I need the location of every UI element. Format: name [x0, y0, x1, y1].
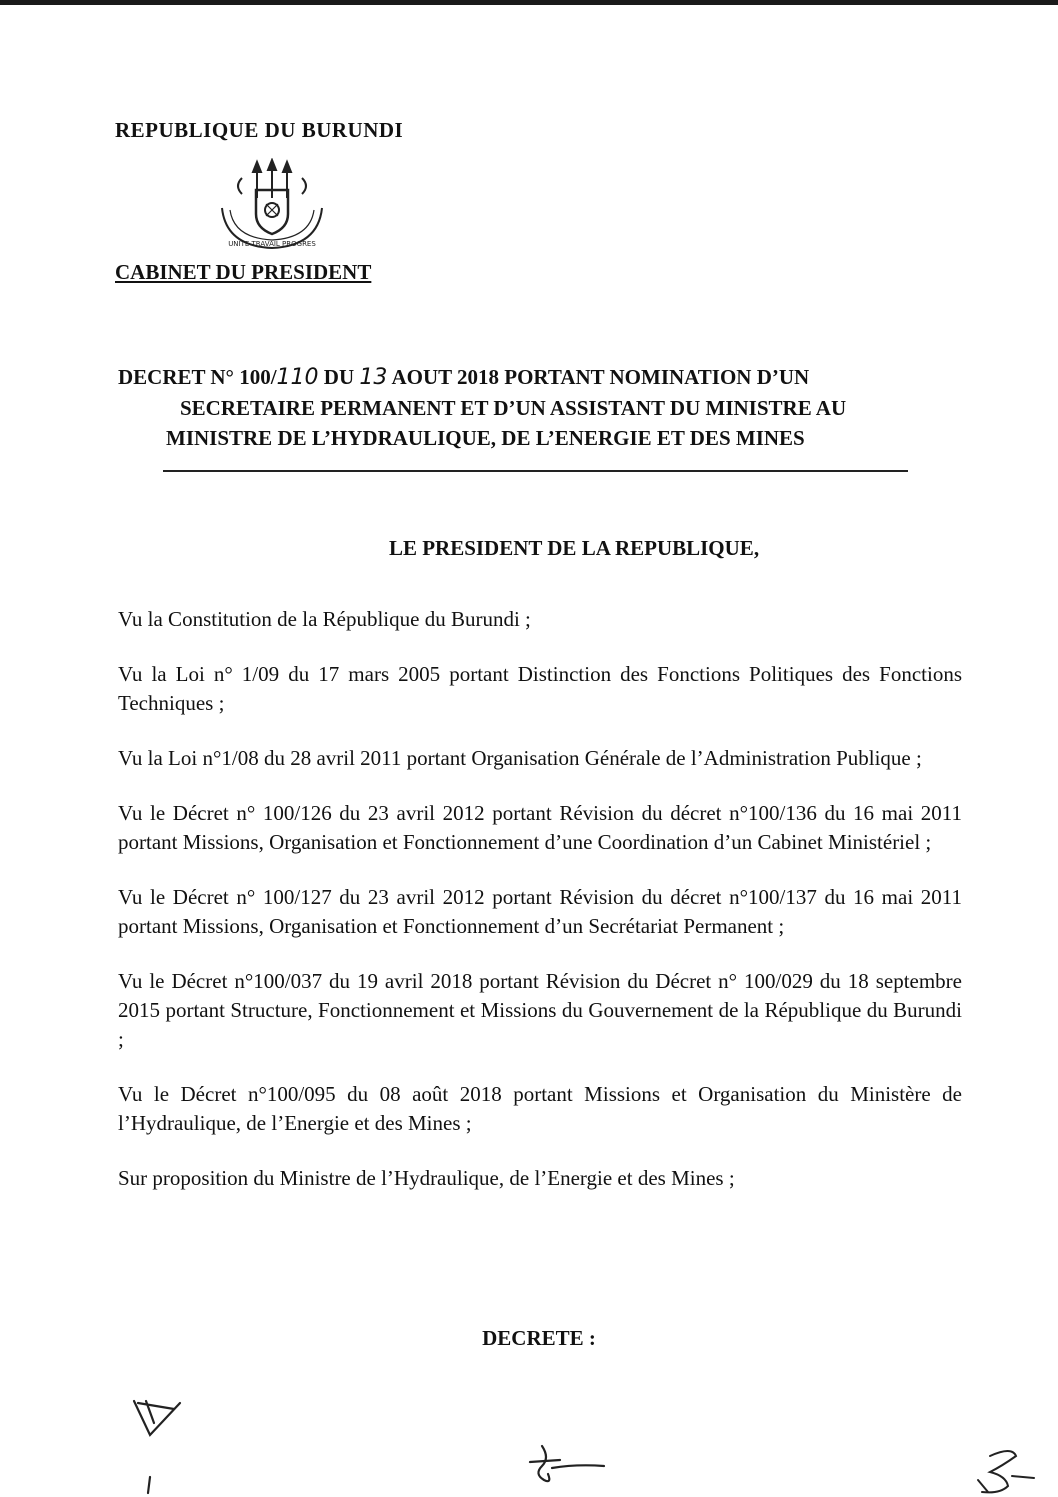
initials-mark-center: [520, 1440, 610, 1490]
president-heading: [0, 536, 1058, 561]
coat-of-arms-icon: [212, 158, 332, 258]
letterhead: [115, 118, 445, 143]
president-heading-text: LE PRESIDENT DE LA REPUBLIQUE,: [388, 536, 760, 560]
republic-title: REPUBLIQUE DU BURUNDI: [115, 118, 404, 142]
decree-title: [118, 362, 963, 453]
visa-paragraph: Vu le Décret n° 100/126 du 23 avril 2012 portant Révision du décret n°100/136 du 16 mai 2011 portant Missions, Organisation et Fonctionnement d’une Coordination d’un Cabinet Ministériel ;: [118, 801, 962, 854]
decree-title-line-2: SECRETAIRE PERMANENT ET D’UN ASSISTANT DU MINISTRE AU: [180, 396, 847, 420]
decree-title-line-1: [118, 362, 963, 393]
decrete-text: DECRETE :: [482, 1326, 596, 1350]
handwritten-day: 13: [359, 365, 388, 390]
decree-number-prefix: DECRET N° 100/: [118, 365, 277, 389]
decree-title-rest: AOUT 2018 PORTANT NOMINATION D’UN: [387, 365, 810, 389]
handwritten-decree-number: 110: [276, 365, 319, 390]
visa-paragraph: Vu la Constitution de la République du Burundi ;: [118, 607, 531, 631]
scan-top-border: [0, 0, 1058, 5]
visa-paragraph: Vu le Décret n°100/037 du 19 avril 2018 portant Révision du Décret n° 100/029 du 18 septembre 2015 portant Structure, Fonctionnement et Missions du Gouvernement de la République du Burundi ;: [118, 969, 962, 1051]
cabinet-title: CABINET DU PRESIDENT: [115, 260, 372, 284]
title-divider: [163, 470, 908, 472]
svg-text:UNITE TRAVAIL PROGRES: UNITE TRAVAIL PROGRES: [228, 240, 316, 248]
decree-du: DU: [318, 365, 360, 389]
visa-paragraph: Vu le Décret n° 100/127 du 23 avril 2012 portant Révision du décret n°100/137 du 16 mai 2011 portant Missions, Organisation et Fonctionnement d’un Secrétariat Permanent ;: [118, 885, 962, 938]
decree-title-line-3: MINISTRE DE L’HYDRAULIQUE, DE L’ENERGIE ET DES MINES: [166, 426, 805, 450]
initials-mark-left: [130, 1395, 190, 1495]
visa-paragraph: Vu la Loi n° 1/09 du 17 mars 2005 portant Distinction des Fonctions Politiques des Fonctions Techniques ;: [118, 662, 962, 715]
initials-mark-right: [972, 1446, 1042, 1496]
decrete-heading: [0, 1326, 1058, 1351]
visa-paragraph: Vu le Décret n°100/095 du 08 août 2018 portant Missions et Organisation du Ministère de l’Hydraulique, de l’Energie et des Mines ;: [118, 1082, 962, 1135]
visa-paragraph: Vu la Loi n°1/08 du 28 avril 2011 portant Organisation Générale de l’Administration Publique ;: [118, 746, 922, 770]
visas-list: [118, 605, 962, 1219]
proposal-paragraph: Sur proposition du Ministre de l’Hydraulique, de l’Energie et des Mines ;: [118, 1166, 735, 1190]
